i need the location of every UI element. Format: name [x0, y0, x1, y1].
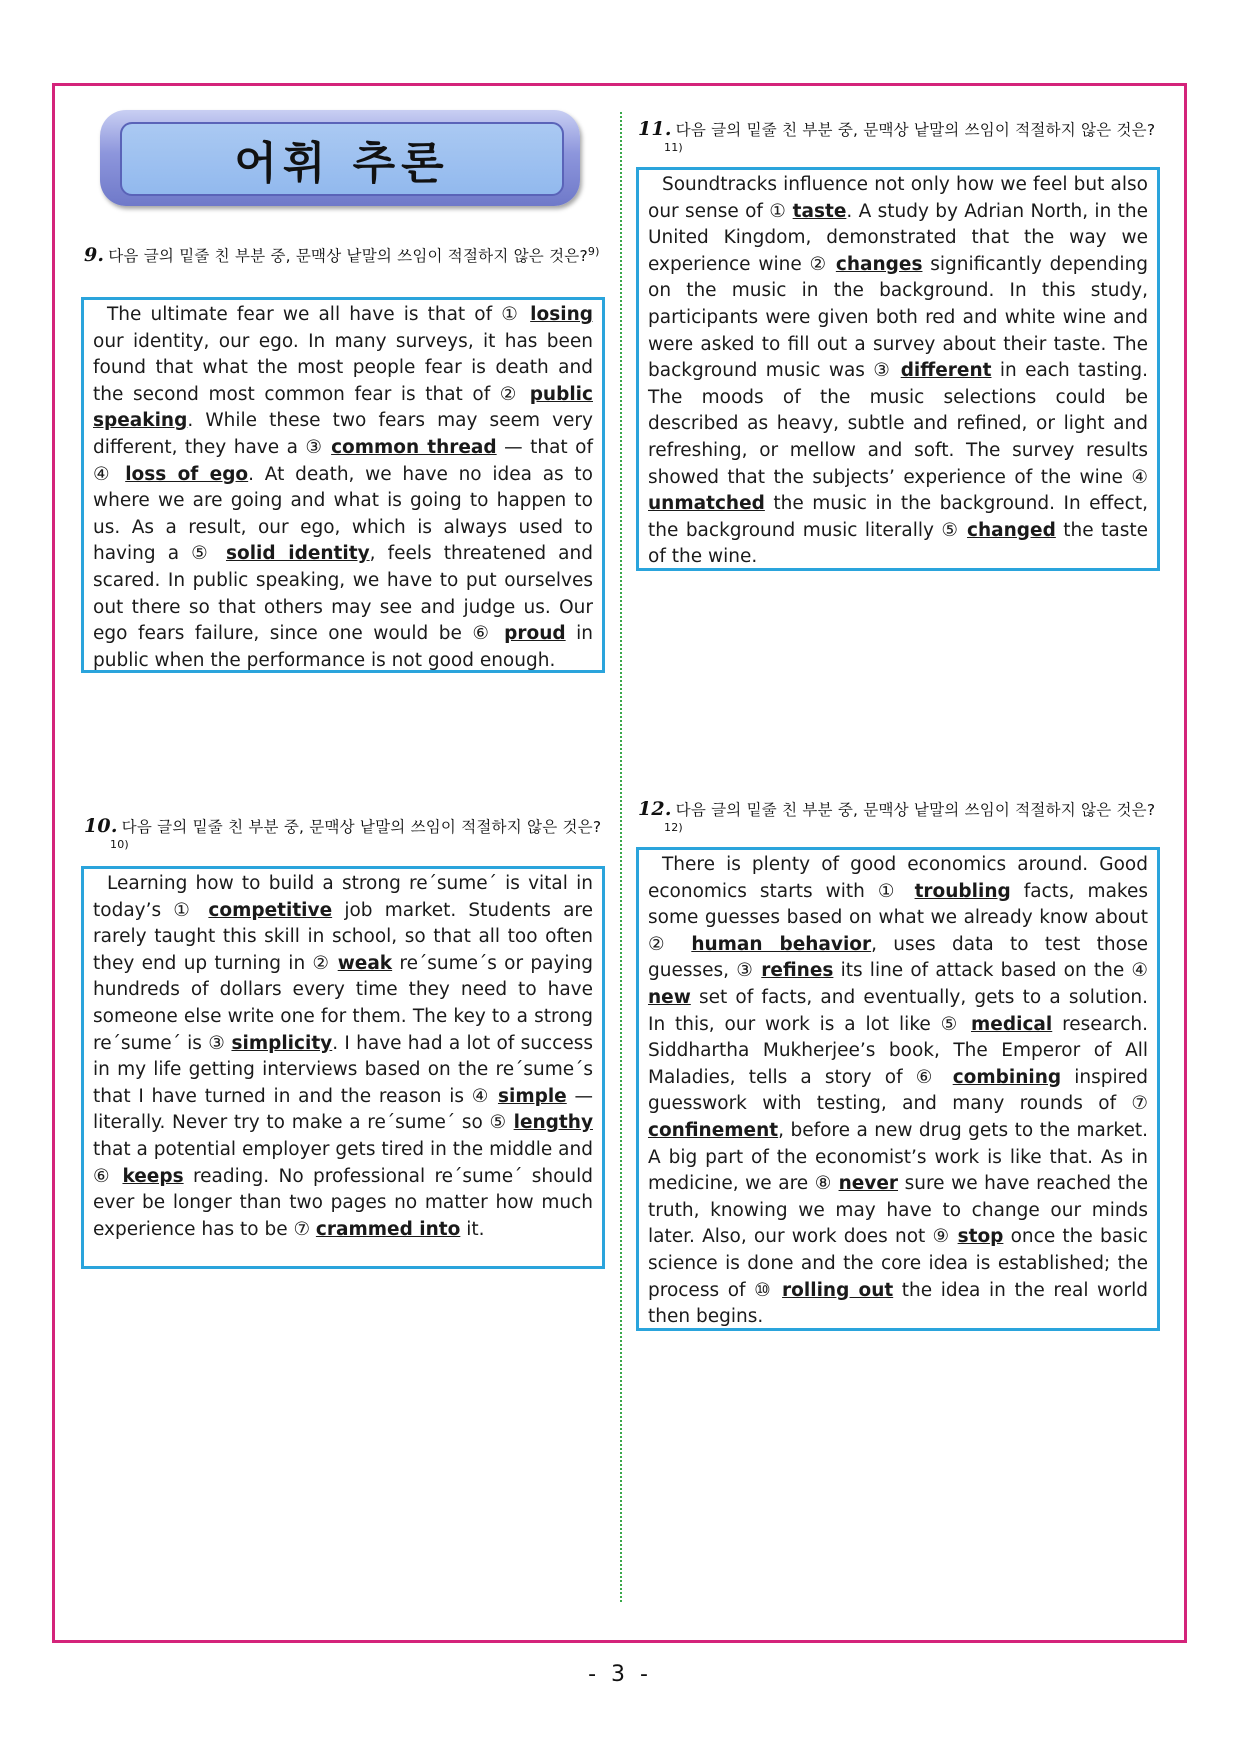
- passage-segment: . While these two fears may seem very different, they have a ③: [93, 410, 593, 458]
- underlined-word: unmatched: [648, 493, 765, 515]
- passage-segment: the taste of the wine.: [648, 519, 1148, 568]
- passage-text: [93, 302, 593, 674]
- underlined-word: taste: [792, 200, 847, 222]
- footnote-marker: 11): [664, 140, 683, 154]
- underlined-word: changes: [835, 253, 923, 275]
- passage-segment: Learning how to build a strong re´sume´ is vital in today’s ①: [93, 873, 593, 921]
- passage-9: [81, 297, 605, 673]
- question-11: [638, 118, 1158, 163]
- footnote-marker: 12): [664, 820, 683, 834]
- section-title: 어휘 추론: [234, 138, 450, 189]
- passage-segment: , uses data to test those guesses, ③: [648, 933, 1148, 982]
- underlined-word: solid identity: [225, 543, 370, 565]
- passage-segment: . I have had a lot of success in my life getting interviews based on the re´sume´s that I have turned in and the reason is ④: [93, 1032, 593, 1107]
- passage-segment: its line of attack based on the ④: [833, 960, 1148, 982]
- passage-segment: . A study by Adrian North, in the United Kingdom, demonstrated that the way we experience wine ②: [648, 200, 1148, 275]
- question-prompt: 다음 글의 밑줄 친 부분 중, 문맥상 낱말의 쓰임이 적절하지 않은 것은?: [108, 247, 588, 265]
- underlined-word: public speaking: [93, 383, 593, 432]
- passage-segment: the music in the background. In effect, the background music literally ⑤: [648, 493, 1148, 541]
- underlined-word: troubling: [914, 880, 1011, 902]
- passage-segment: set of facts, and eventually, gets to a solution. In this, our work is a lot like ⑤: [648, 986, 1148, 1035]
- passage-segment: inspired guesswork with testing, and many rounds of ⑦: [648, 1066, 1148, 1115]
- underlined-word: different: [900, 360, 992, 382]
- question-9: [84, 244, 604, 267]
- section-banner-inner: [120, 122, 564, 196]
- underlined-word: rolling out: [782, 1279, 894, 1301]
- passage-segment: that a potential employer gets tired in the middle and ⑥: [93, 1138, 593, 1187]
- underlined-word: never: [838, 1173, 899, 1195]
- passage-segment: — that of ④: [93, 436, 593, 485]
- underlined-word: simplicity: [231, 1032, 333, 1054]
- underlined-word: simple: [497, 1085, 567, 1107]
- passage-segment: research. Siddhartha Mukherjee’s book, The Emperor of All Maladies, tells a story of ⑥: [648, 1013, 1149, 1088]
- passage-segment: in each tasting. The moods of the music selections could be described as heavy, subtle and refined, or light and refreshing, or mellow and soft. The survey results showed that the subjects’ experience of the wine ④: [648, 360, 1148, 488]
- underlined-word: keeps: [122, 1165, 184, 1187]
- underlined-word: stop: [957, 1226, 1004, 1248]
- question-header: [84, 244, 604, 267]
- passage-segment: job market. Students are rarely taught this skill in school, so that all too often they end up turning in ②: [93, 899, 594, 974]
- passage-segment: facts, makes some guesses based on what we already know about ②: [648, 880, 1148, 955]
- underlined-word: confinement: [648, 1119, 779, 1141]
- footnote-marker: 9): [587, 244, 600, 258]
- question-prompt: 다음 글의 밑줄 친 부분 중, 문맥상 낱말의 쓰임이 적절하지 않은 것은?: [675, 801, 1156, 819]
- underlined-word: crammed into: [315, 1218, 461, 1240]
- passage-text: [648, 852, 1148, 1331]
- passage-segment: , before a new drug gets to the market. A big part of the economist’s work is like that. As in medicine, we are ⑧: [648, 1119, 1148, 1195]
- underlined-word: changed: [967, 519, 1056, 541]
- question-header: [638, 118, 1158, 163]
- passage-segment: once the basic science is done and the core idea is established; the process of ⑩: [648, 1226, 1148, 1301]
- question-number: 10.: [84, 815, 118, 837]
- passage-segment: Soundtracks influence not only how we feel but also our sense of ①: [648, 174, 1148, 222]
- underlined-word: medical: [971, 1013, 1053, 1035]
- section-banner: [100, 110, 580, 206]
- question-prompt: 다음 글의 밑줄 친 부분 중, 문맥상 낱말의 쓰임이 적절하지 않은 것은?: [121, 818, 602, 836]
- underlined-word: combining: [952, 1066, 1062, 1088]
- question-prompt: 다음 글의 밑줄 친 부분 중, 문맥상 낱말의 쓰임이 적절하지 않은 것은?: [675, 121, 1156, 139]
- passage-text: [648, 172, 1148, 571]
- passage-segment: it.: [460, 1218, 485, 1240]
- footnote-marker: 10): [110, 837, 129, 851]
- underlined-word: competitive: [208, 899, 333, 921]
- passage-12: [636, 847, 1160, 1331]
- question-header: [84, 815, 604, 860]
- passage-text: [93, 871, 593, 1243]
- question-number: 12.: [638, 798, 672, 820]
- passage-segment: our identity, our ego. In many surveys, it has been found that what the most people fear is death and the second most common fear is that of ②: [93, 330, 593, 405]
- question-header: [638, 798, 1158, 843]
- question-12: [638, 798, 1158, 843]
- column-divider: [620, 112, 622, 1602]
- question-10: [84, 815, 604, 860]
- underlined-word: new: [648, 986, 691, 1008]
- passage-segment: The ultimate fear we all have is that of ①: [107, 304, 531, 325]
- passage-segment: . At death, we have no idea as to where we are going and what is going to happen to us. As a result, our ego, which is always used to having a ⑤: [93, 463, 594, 565]
- passage-segment: sure we have reached the truth, knowing we may have to change our minds later. Also, our work does not ⑨: [648, 1173, 1148, 1248]
- passage-segment: , feels threatened and scared. In public speaking, we have to put ourselves out there so that others may see and judge us. Our ego fears failure, since one would be ⑥: [93, 543, 593, 645]
- underlined-word: loss of ego: [125, 463, 249, 485]
- underlined-word: lengthy: [513, 1112, 593, 1134]
- passage-segment: reading. No professional re´sume´ should ever be longer than two pages no matter how much experience has to be ⑦: [93, 1165, 593, 1240]
- underlined-word: losing: [530, 304, 593, 325]
- passage-11: [636, 167, 1160, 571]
- underlined-word: common thread: [331, 436, 497, 458]
- question-number: 11.: [638, 118, 672, 140]
- passage-segment: There is plenty of good economics around. Good economics starts with ①: [648, 854, 1148, 902]
- passage-segment: in public when the performance is not good enough.: [93, 623, 594, 671]
- question-number: 9.: [84, 244, 105, 266]
- underlined-word: proud: [504, 623, 566, 645]
- underlined-word: weak: [337, 952, 393, 974]
- passage-segment: re´sume´s or paying hundreds of dollars every time they need to have someone else write one for them. The key to a strong re´sume´ is ③: [93, 952, 593, 1054]
- page-number: - 3 -: [588, 1662, 652, 1687]
- passage-10: [81, 866, 605, 1269]
- underlined-word: human behavior: [691, 933, 872, 955]
- passage-segment: significantly depending on the music in the background. In this study, participants were given both red and white wine and were asked to fill out a survey about their taste. The background music was ③: [648, 253, 1149, 382]
- passage-segment: the idea in the real world then begins.: [648, 1279, 1149, 1328]
- passage-segment: — literally. Never try to make a re´sume´ so ⑤: [93, 1085, 593, 1134]
- underlined-word: refines: [761, 960, 834, 982]
